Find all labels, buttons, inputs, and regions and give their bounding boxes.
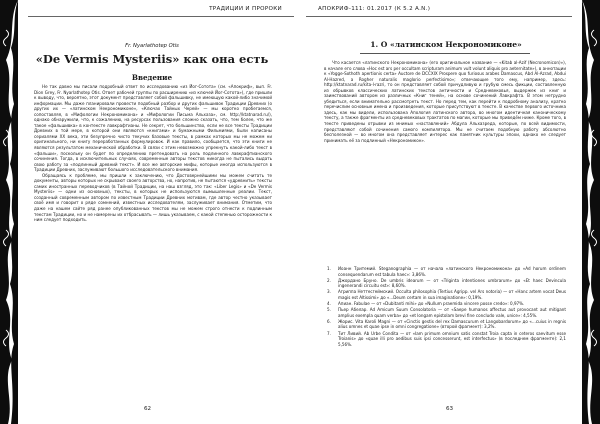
list-item: 6. Жорис. Vita Karoli Magni — от «Cinctis gestis del rex Damascurum et Langobardorum» до «...cuius in regnis alius omnes et quae ipse in omni congregatione» (второй фрагмент): 3,2%.: [327, 318, 566, 330]
list-item: 4. Апиан. Fabulae — от «Dubitanti mihi» до «Nullum praemida vincere posse credo»: 0,97%.: [327, 301, 525, 307]
list-item: 3. Агриппа Неттесгеймский. Occulta philosophia (Tertius Agripp. vel Ars notoria) — от «Hanc artem vocat Deus magis est Altissimi» до «...Deum certam in sua imaginatione»: 0,19%.: [327, 289, 566, 300]
source-book-list: [324, 266, 566, 392]
article-author: Fr. Nyarlathotep Otis: [125, 43, 179, 49]
right-paragraph-1: Что касается «латинского Некрономикона» (его оригинальное название — «Kitab al-Azif (Necronomicon)»), в начале его слова «Hoc est ars per occultam scripturam animum vult volunt aliquis pro aeternitate»), в аннотации к «Yogge-Sothoth apertionis certa» Auctore de DCCXIX Prospere quo furiosus arabes Damascus, Abd Al-Azrad, Abdui Al-Hazred, a Rogher naturalis maglorio perfectisimo»; отвечающие того ему, например, здесь: http://ktatnarad.ru/kita-l-razri, то он представляет собой причудливую и грубую смесь фикции, составленную из обрывков классических латинских текстов античности и Средневековья, выдержек из книг и заимствований автором из различных «Книг теней», на основе сочинений Лавкрафта. В этом нетрудно убедиться, если внимательно рассмотреть текст. Но перед тем, как перейти к подробному анализу, кратко перечислим основные имена и произведения, которые присутствуют в тексте. В качестве первого источника здесь, как мы видели, использована Апология латинского автора, во многом идентичная каноническому тексту, а также фрагменты из средневековых трактатов по магии, которые мы приведём ниже. Кроме того, в тексте приведены отрывки из мнимых «наставлений» Абдула Альхазреда, которые, по всей видимости, представляют собой сочинения самого компилятора. Мы не считаем подобную работу абсолютно бесполезной — во многом она представляет интерес как памятник культуры эпохи, однако не следует принимать её за подлинный «Некрономикон».: [324, 60, 566, 143]
left-body-text: [34, 84, 272, 400]
left-header-rule: [28, 16, 294, 17]
section-title-introduction: Введение: [131, 73, 173, 82]
right-running-head: АПОКРИФ-111: 01.2017 (К 5.2 A.N.): [318, 6, 431, 12]
list-item: 2. Джордано Бруно. De umbris idearum — от «Triginta intentiones umbrarum» до «Et haec Devincula ingenerandi circuitu est»: 8,60%.: [327, 277, 566, 289]
right-page: [300, 0, 600, 424]
right-page-number: 63: [446, 406, 454, 412]
right-header-rule: [306, 16, 572, 17]
left-ornamental-border: [0, 0, 18, 424]
list-item: 1. Иоанн Тритемий. Steganographia — от начала «латинского Некрономикона» до «Ad horum ordinem consequendarum est tabula haec»: 3,86%.: [327, 266, 566, 277]
chapter-title: 1. О «латинском Некрономиконе»: [370, 40, 522, 49]
left-page-number: 62: [144, 406, 152, 412]
chapter-title-rule: [360, 53, 530, 54]
article-title: «De Vermis Mysteriis» как она есть: [35, 52, 269, 66]
left-paragraph-1: Не так давно мы писали подробный ответ по исследованию «из Йог-Сотота» (см. «Апокриф», вып. Fr. Dion Grey, Fr. Nyarlathotep Otis. Ответ рабочей группы по расширению «из ключей Йог-Сотота»), где пришли к выводу, что, вероятно, этот документ представляет собой фальшивку, не имеющую какой-либо значимой информации. Мы даже планировали провести подобный разбор и других фальшивок Традиции Древних (о других их — «латинском Некрономиконе», «Ключах Тайных Черей» — мы коротко пробегаемся, сопоставляя, в «Мифологии Некрономикона» и «Мифологии Письма Альхаза», см. http://ktatnarad.ru/), однако обнаружили, что, к сожалению, на ресурсах пользования сложно сказать, что, тем более, что же такое «фальшивка» в контексте лавкрафтианы. Не секрет, что большинство, если не все тексты Традиции Древних в той мере, в которой они являются «книгами» и бумажными Фильмиями, были написаны сериалями XX века, эти безупречно чисто текучих базовые тексты, в рамках которых мы не можем ни оригинального, ни книгу переработанных формулировок. И как правило, сообщается, что эти книги не являются результатом механической обработки. В связи с этим невозможно упрекнуть какой-либо текст в «фальши», поскольку он будет по определению претендовать на роль подлинного лавкрафтианского сочинения. Тогда, в исключительных случаях, современные авторы текстов никогда не пытались выдать свою работу за «подлинный древний текст». И все же авторские мифы, которые иногда используются в Традиции Древних, заслуживают большого исследовательского внимания.: [34, 84, 272, 173]
list-item: 5. Пьер Абелар. Ad Amicum Suum Consolatoria — от «Saepe humanos affectus aut provocant aut mitigant amplius exempla quam verba» до «et longam epistolam brevi fine concludo vale, unice»: 4,55%.: [327, 307, 566, 318]
right-body-text: [324, 60, 566, 256]
left-running-head: ТРАДИЦИИ И ПРОРОКИ: [209, 6, 282, 12]
left-paragraph-2: Обращаясь к проблеме, мы пришли к заключению, что Достовернейшими мы можем считать те документы, авторы которых не скрывают своего авторства, но, напротив, не пытаются «удревнить» тексты самих иностранных переводчиков (в Тайной Традиции, на наш взгляд, это так: «Liber Legis» и «De Vermis Mysteriis» — одни из основных), тексты, в которых не используются вымышленные реалии. Текст, созданный современным автором по известным Традиции Древних мотивам, где автор честно указывает своё имя и говорит о ряде сомнений, известных исследователям, заслуживает внимания. Отметим, что даже на нашем сайте ряд ранее опубликованных текстов мы не можем строго отнести к подлинным текстам Традиции, но и не намерены их отбрасывать — лишь указываем, с какой степенью осторожности к ним следует подходить.: [34, 172, 272, 223]
right-ornamental-border: [582, 0, 600, 424]
list-item: 7. Тит Ливий. Ab Urbe Condita — от «Iam primum omnium satis constat Troia capta in ceteros saevitum esse Troianis» до «quae illi pro aedibus suis ipsi concesserunt, est interfectus» (в последнем фрагменте): 2,1 5,56%.: [327, 330, 566, 347]
